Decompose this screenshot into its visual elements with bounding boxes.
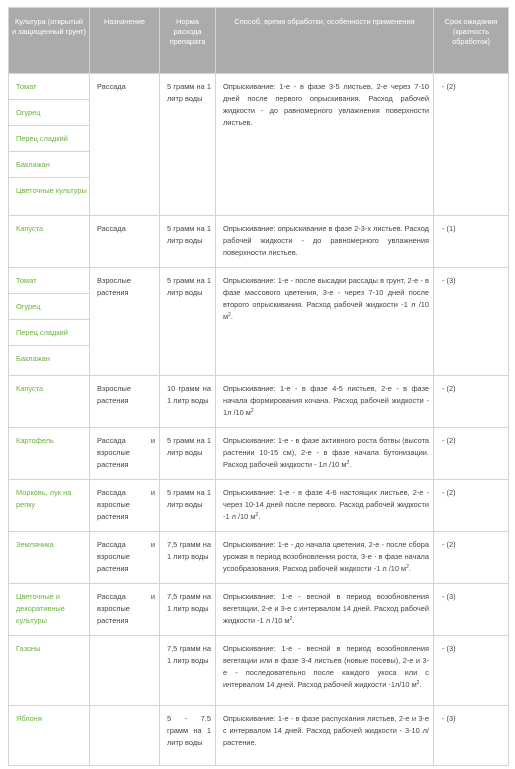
rate-cell: 5 грамм на 1 литр воды [160, 480, 216, 532]
table-row [9, 268, 509, 294]
term-cell: - (2) [434, 532, 509, 584]
purpose-cell: Взрослые растения [90, 376, 160, 428]
purpose-cell: Рассада [90, 216, 160, 268]
method-tail: . [292, 615, 295, 625]
crop-cell[interactable]: Баклажан [9, 152, 90, 178]
rate-cell: 5 грамм на 1 литр воды [160, 428, 216, 480]
application-table-wrapper [8, 7, 508, 766]
method-text: Опрыскивание: 1-е - весной в период возобновления вегетации или в фазе 3-4 листьев (новые посевы), 2-е и 3-е - последовательно после каждого укоса или с интервалом 14 дней. Расход рабочей жидкости -1л/10 м [223, 644, 429, 689]
table-row [9, 584, 509, 636]
rate-cell: 5 - 7.5 грамм на 1 литр воды [160, 706, 216, 766]
crop-cell[interactable]: Огурец [9, 294, 90, 320]
method-tail: . [230, 311, 233, 321]
table-row [9, 74, 509, 100]
crop-cell[interactable]: Цветочные культуры [9, 178, 90, 216]
method-text: Опрыскивание: 1-е - весной в период возобновления вегетации, 2-е и 3-е с интервалом 14 дней. Расход рабочей жидкости -1 л /10 м [223, 592, 429, 625]
unit-superscript: 2 [346, 459, 350, 466]
purpose-cell [90, 636, 160, 706]
application-table [8, 7, 509, 766]
rate-cell: 5 грамм на 1 литр воды [160, 216, 216, 268]
table-row [9, 636, 509, 706]
term-cell: - (2) [434, 74, 509, 216]
purpose-cell [90, 706, 160, 766]
purpose-cell: Рассада и взрослые растения [90, 428, 160, 480]
header-method: Способ, время обработки, особенности применения [216, 8, 434, 74]
term-cell: - (2) [434, 480, 509, 532]
crop-cell[interactable]: Капуста [9, 376, 90, 428]
rate-cell: 5 грамм на 1 литр воды [160, 74, 216, 216]
crop-cell[interactable]: Капуста [9, 216, 90, 268]
method-text: Опрыскивание: 1-е - после высадки рассады в грунт, 2-е - в фазе массового цветения, 3-е - через 7-10 дней после второго опрыскивания. Расход рабочей жидкости -1 л /10 м [223, 276, 429, 321]
crop-cell[interactable]: Газоны [9, 636, 90, 706]
method-tail: . [258, 511, 261, 521]
method-text: Опрыскивание: 1-е - в фазе активного роста ботвы (высота растении 10-15 см), 2-е - в фазе начала бутонизации. Расход рабочей жидкости - 1л /10 м [223, 436, 429, 469]
term-cell: - (3) [434, 268, 509, 376]
rate-cell: 7,5 грамм на 1 литр воды [160, 532, 216, 584]
term-cell: - (2) [434, 376, 509, 428]
header-crop: Культура (открытый и защищенный грунт) [9, 8, 90, 74]
rate-cell: 10 грамм на 1 литр воды [160, 376, 216, 428]
table-row [9, 532, 509, 584]
unit-superscript: 2 [250, 407, 254, 414]
method-cell [216, 636, 434, 706]
rate-cell: 5 грамм на 1 литр воды [160, 268, 216, 376]
method-cell [216, 584, 434, 636]
crop-cell[interactable]: Цветочные и декоративные культуры [9, 584, 90, 636]
term-cell: - (3) [434, 706, 509, 766]
table-body [9, 74, 509, 766]
unit-superscript: 2 [255, 511, 259, 518]
crop-cell[interactable]: Томат [9, 268, 90, 294]
crop-cell[interactable]: Перец сладкий [9, 126, 90, 152]
method-text: Опрыскивание: 1-е - до начала цветения, 2-е - после сбора урожая в период возобновления роста, 3-е - в фазе начала усообразования. Расход рабочей жидкости -1 л /10 м [223, 540, 429, 573]
method-cell [216, 480, 434, 532]
crop-cell[interactable]: Огурец [9, 100, 90, 126]
method-text: Опрыскивание: 1-е - в фазе 4-6 настоящих листьев, 2-е - через 10-14 дней после первого. Расход рабочей жидкости -1 л /10 м [223, 488, 429, 521]
table-row [9, 376, 509, 428]
rate-cell: 7,5 грамм на 1 литр воды [160, 584, 216, 636]
method-cell: Опрыскивание: 1-е - в фазе 3-5 листьев, 2-е через 7-10 дней после первого опрыскивания. Расход рабочей жидкости - до равномерного увлажнения поверхности листьев. [216, 74, 434, 216]
unit-superscript: 2 [289, 615, 293, 622]
table-row [9, 706, 509, 766]
rate-cell: 7,5 грамм на 1 литр воды [160, 636, 216, 706]
unit-superscript: 2 [416, 679, 420, 686]
term-cell: - (1) [434, 216, 509, 268]
method-tail: . [349, 459, 352, 469]
method-cell [216, 532, 434, 584]
crop-cell[interactable]: Баклажан [9, 346, 90, 376]
purpose-cell: Рассада [90, 74, 160, 216]
crop-cell[interactable]: Морковь, лук на репку [9, 480, 90, 532]
method-cell [216, 428, 434, 480]
term-cell: - (3) [434, 584, 509, 636]
term-cell: - (3) [434, 636, 509, 706]
unit-superscript: 2 [228, 311, 231, 318]
header-rate: Норма расхода препарата [160, 8, 216, 74]
table-header-row [9, 8, 509, 74]
purpose-cell: Рассада и взрослые растения [90, 584, 160, 636]
method-cell: Опрыскивание: 1-е - в фазе распускания листьев, 2-е и 3-е с интервалом 14 дней. Расход рабочей жидкости - 3-10 л/растение. [216, 706, 434, 766]
crop-cell[interactable]: Земляника [9, 532, 90, 584]
method-tail: . [419, 679, 422, 689]
method-cell [216, 376, 434, 428]
method-text: Опрыскивание: 1-е - в фазе 4-5 листьев, 2-е - в фазе начала формирования кочана. Расход рабочей жидкости - 1л /10 м [223, 384, 429, 417]
header-term: Срок ожидания (кратность обработок) [434, 8, 509, 74]
method-tail: . [408, 563, 411, 573]
table-row [9, 428, 509, 480]
crop-cell[interactable]: Томат [9, 74, 90, 100]
purpose-cell: Рассада и взрослые растения [90, 532, 160, 584]
table-row [9, 216, 509, 268]
table-row [9, 480, 509, 532]
term-cell: - (2) [434, 428, 509, 480]
header-purpose: Назначение [90, 8, 160, 74]
purpose-cell: Взрослые растения [90, 268, 160, 376]
method-cell [216, 268, 434, 376]
unit-superscript: 2 [406, 563, 409, 570]
crop-cell[interactable]: Перец сладкий [9, 320, 90, 346]
method-cell: Опрыскивание: опрыскивание в фазе 2-3-х листьев. Расход рабочей жидкости - до равномерного увлажнения поверхности листьев. [216, 216, 434, 268]
crop-cell[interactable]: Яблоня [9, 706, 90, 766]
purpose-cell: Рассада и взрослые растения [90, 480, 160, 532]
crop-cell[interactable]: Картофель [9, 428, 90, 480]
